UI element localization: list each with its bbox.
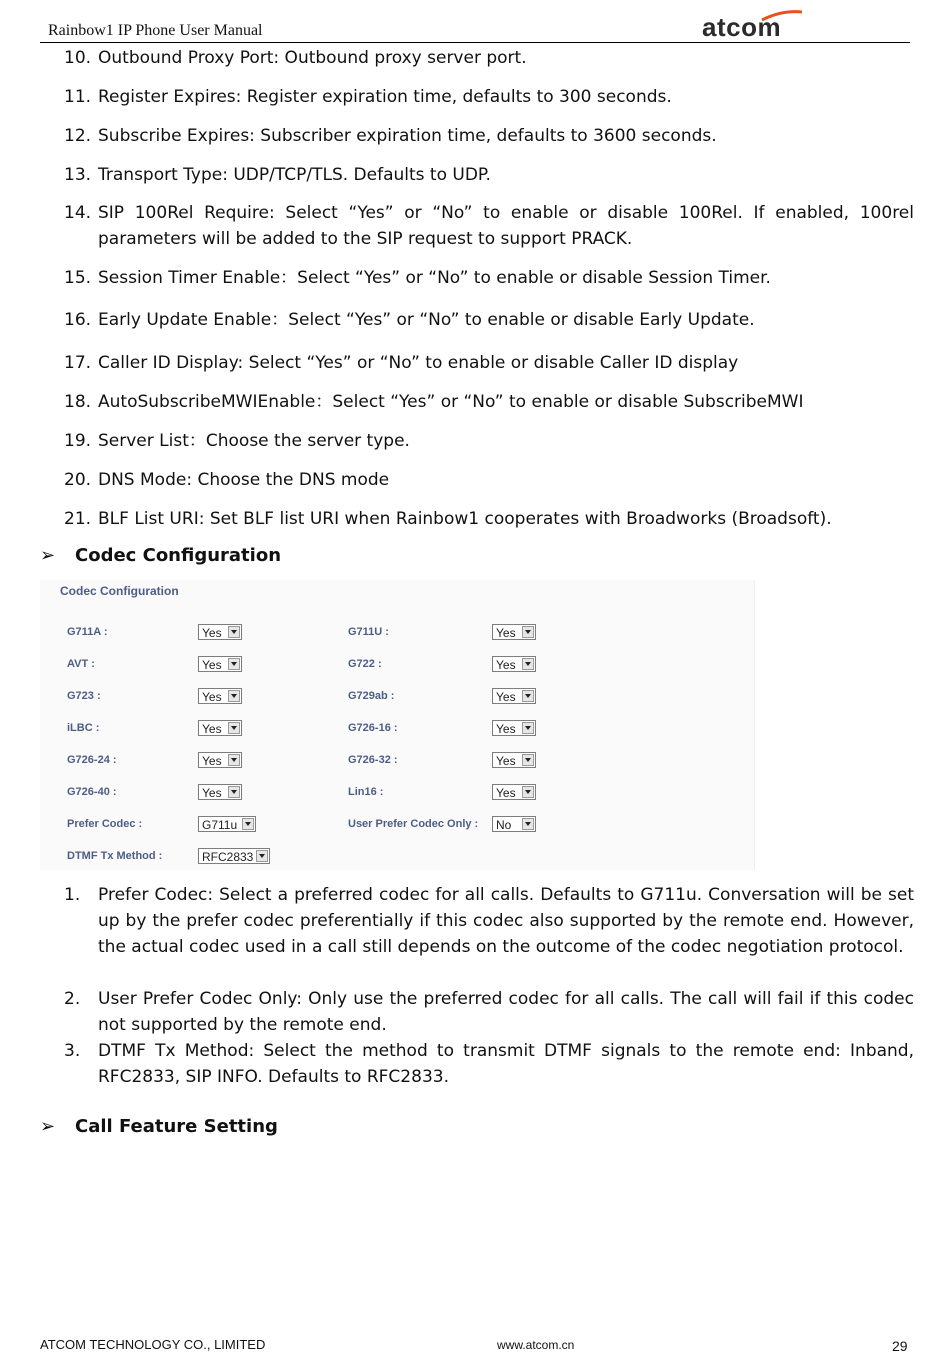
dropdown-arrow-icon [522,818,534,830]
field-label: G711A : [67,626,108,638]
item-text: BLF List URI: Set BLF list URI when Rainbow1 cooperates with Broadworks (Broadsoft). [98,509,832,529]
field-label: Prefer Codec : [67,818,143,830]
item-number: 11. [64,87,92,107]
g726-16-select[interactable] [492,720,536,736]
select-value: Yes [202,722,222,736]
section-heading-codec [40,545,281,566]
item-number: 16. [64,310,92,330]
item-text: Session Timer Enable：Select “Yes” or “No” to enable or disable Session Timer. [98,268,771,288]
dtmf-tx-method-select[interactable] [198,848,270,864]
g729ab-select[interactable] [492,688,536,704]
item-number: 14. [64,203,92,223]
g726-24-select[interactable] [198,752,242,768]
field-label: G726-24 : [67,754,117,766]
item-text: Prefer Codec: Select a preferred codec for all calls. Defaults to G711u. Conversation will be set up by the prefer codec preferentially if this codec also supported by the remote end. However, the actual codec used in a call still depends on the outcome of the codec negotiation protocol. [98,885,914,957]
footer-website: www.atcom.cn [497,1338,575,1352]
arrow-bullet-icon: ➢ [40,1116,56,1137]
item-text: Server List：Choose the server type. [98,431,410,451]
prefer-codec-select[interactable] [198,816,256,832]
field-label: G711U : [348,626,389,638]
g711a-select[interactable] [198,624,242,640]
dropdown-arrow-icon [228,626,240,638]
field-label: G722 : [348,658,382,670]
panel-title: Codec Configuration [60,584,179,598]
item-number: 21. [64,509,92,529]
item-text: DNS Mode: Choose the DNS mode [98,470,390,490]
logo-text: atcom [702,12,782,42]
select-value: Yes [496,754,516,768]
dropdown-arrow-icon [228,690,240,702]
item-text: Transport Type: UDP/TCP/TLS. Defaults to UDP. [98,165,491,185]
field-label: G726-40 : [67,786,117,798]
field-label: G723 : [67,690,101,702]
select-value: Yes [496,722,516,736]
document-title: Rainbow1 IP Phone User Manual [48,22,263,39]
dropdown-arrow-icon [522,658,534,670]
field-label: User Prefer Codec Only : [348,818,479,830]
dropdown-arrow-icon [256,850,268,862]
select-value: Yes [202,626,222,640]
atcom-logo [702,8,806,42]
header-divider [40,42,910,43]
codec-config-panel [40,580,755,870]
g722-select[interactable] [492,656,536,672]
select-value: Yes [496,690,516,704]
g711u-select[interactable] [492,624,536,640]
field-label: G726-32 : [348,754,398,766]
page-number: 29 [892,1338,908,1354]
dropdown-arrow-icon [522,754,534,766]
dropdown-arrow-icon [228,658,240,670]
g726-40-select[interactable] [198,784,242,800]
item-text: User Prefer Codec Only: Only use the preferred codec for all calls. The call will fail if this codec not supported by the remote end. [98,989,914,1035]
select-value: RFC2833 [202,850,254,864]
item-text: AutoSubscribeMWIEnable：Select “Yes” or “No” to enable or disable SubscribeMWI [98,392,804,412]
field-label: iLBC : [67,722,100,734]
lin16-select[interactable] [492,784,536,800]
footer-company: ATCOM TECHNOLOGY CO., LIMITED [40,1337,266,1352]
g726-32-select[interactable] [492,752,536,768]
select-value: No [496,818,512,832]
dropdown-arrow-icon [242,818,254,830]
section-title: Codec Configuration [75,545,282,566]
select-value: Yes [202,786,222,800]
item-text: Subscribe Expires: Subscriber expiration time, defaults to 3600 seconds. [98,126,717,146]
select-value: Yes [202,754,222,768]
item-text: Caller ID Display: Select “Yes” or “No” to enable or disable Caller ID display [98,353,739,373]
user-prefer-codec-only-select[interactable] [492,816,536,832]
select-value: Yes [496,658,516,672]
select-value: Yes [202,658,222,672]
item-number: 18. [64,392,92,412]
dropdown-arrow-icon [228,786,240,798]
item-number: 20. [64,470,92,490]
section-heading-call-feature [40,1116,278,1137]
item-number: 15. [64,268,92,288]
item-number: 17. [64,353,92,373]
field-label: G726-16 : [348,722,398,734]
item-text: SIP 100Rel Require: Select “Yes” or “No” to enable or disable 100Rel. If enabled, 100rel parameters will be added to the SIP request to support PRACK. [98,203,914,249]
dropdown-arrow-icon [228,722,240,734]
select-value: Yes [202,690,222,704]
field-label: G729ab : [348,690,395,702]
dropdown-arrow-icon [522,786,534,798]
item-number: 3. [64,1041,81,1061]
item-number: 1. [64,885,81,905]
select-value: Yes [496,786,516,800]
dropdown-arrow-icon [522,722,534,734]
ilbc-select[interactable] [198,720,242,736]
item-text: Outbound Proxy Port: Outbound proxy server port. [98,48,527,68]
dropdown-arrow-icon [522,690,534,702]
select-value: G711u [202,818,238,832]
item-number: 19. [64,431,92,451]
item-number: 10. [64,48,92,68]
item-text: DTMF Tx Method: Select the method to transmit DTMF signals to the remote end: Inband, RFC2833, SIP INFO. Defaults to RFC2833. [98,1041,914,1087]
item-number: 13. [64,165,92,185]
g723-select[interactable] [198,688,242,704]
item-number: 12. [64,126,92,146]
dropdown-arrow-icon [522,626,534,638]
select-value: Yes [496,626,516,640]
field-label: AVT : [67,658,95,670]
section-title: Call Feature Setting [75,1116,278,1137]
avt-select[interactable] [198,656,242,672]
field-label: DTMF Tx Method : [67,850,163,862]
dropdown-arrow-icon [228,754,240,766]
item-text: Register Expires: Register expiration time, defaults to 300 seconds. [98,87,672,107]
item-number: 2. [64,989,81,1009]
field-label: Lin16 : [348,786,384,798]
arrow-bullet-icon: ➢ [40,545,56,566]
item-text: Early Update Enable：Select “Yes” or “No” to enable or disable Early Update. [98,310,755,330]
